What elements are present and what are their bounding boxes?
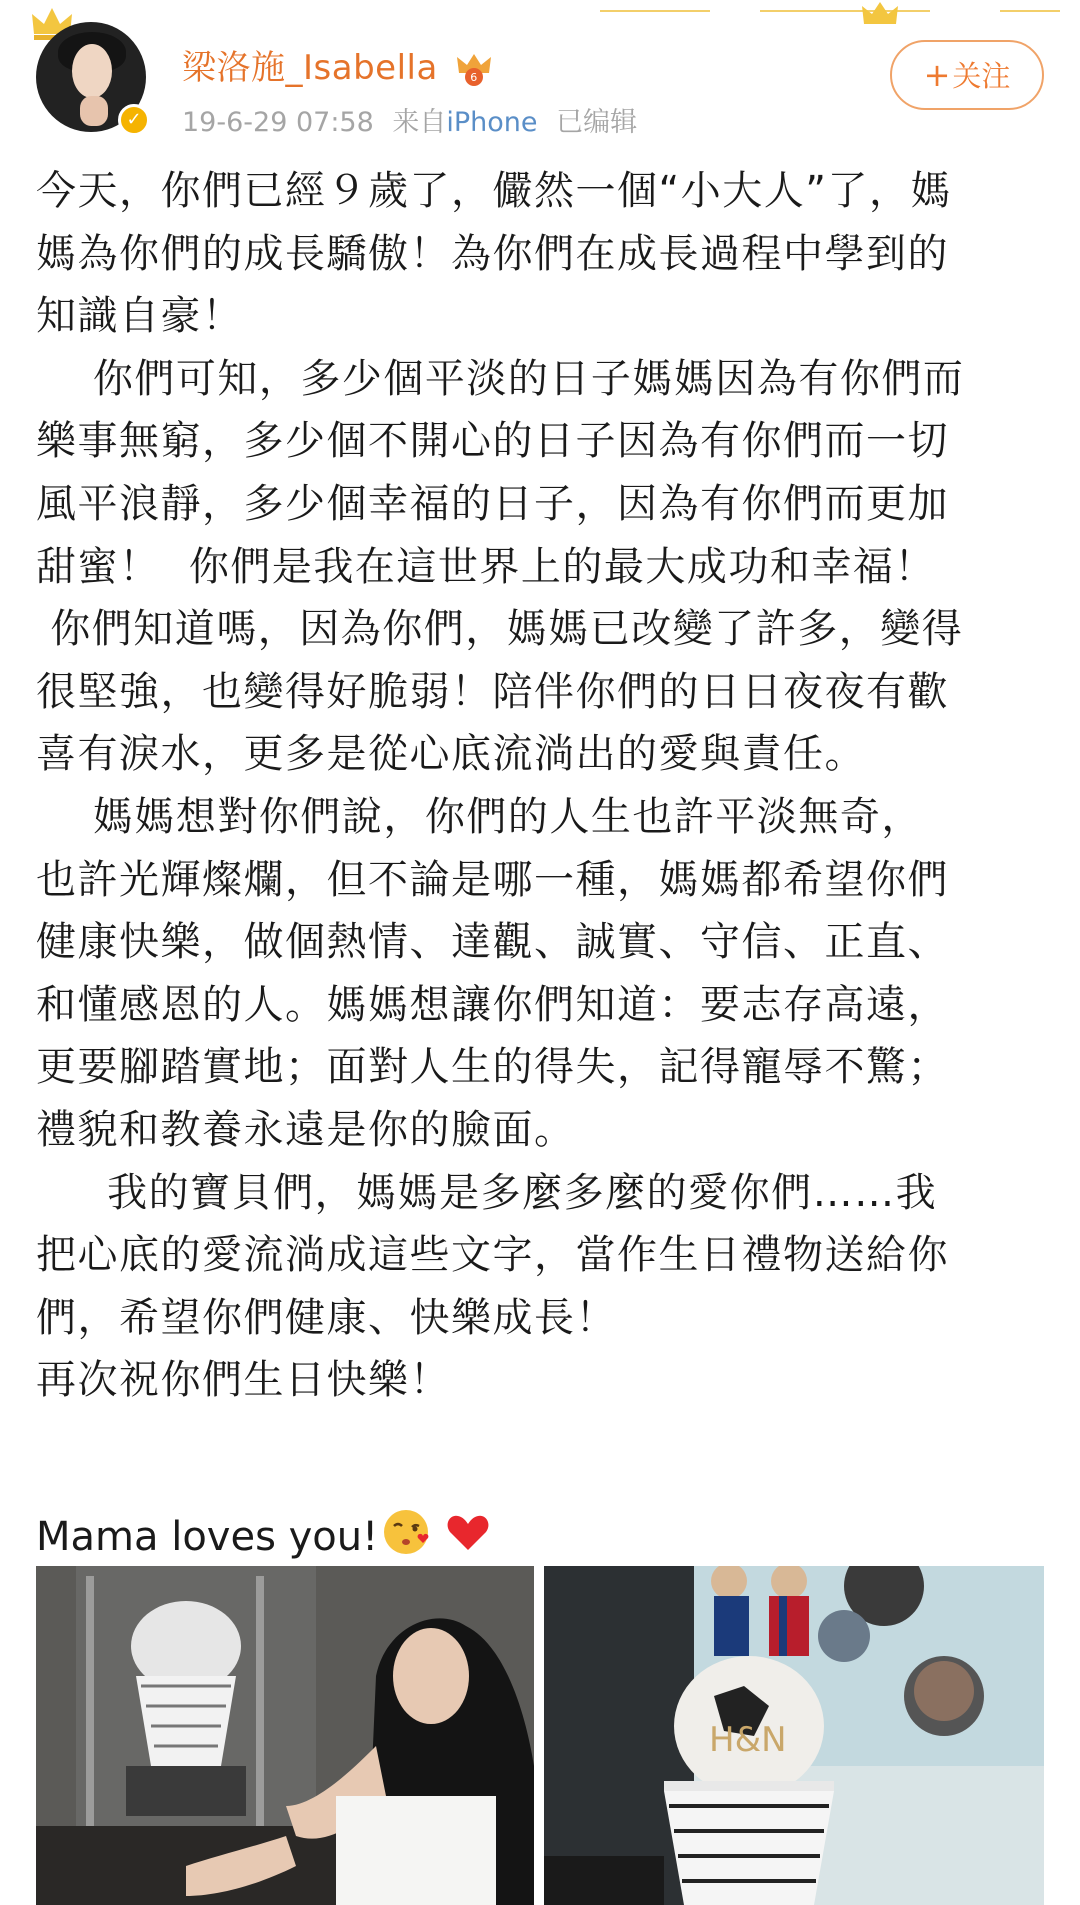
post-paragraph: 媽媽想對你們說，你們的人生也許平淡無奇， 也許光輝燦爛，但不論是哪一種，媽媽都希望你們 健康快樂，做個熱情、達觀、誠實、守信、正直、 和懂感恩的人。媽媽想讓你們知道：要志存高遠， 更要腳踏實地；面對人生的得失，記得寵辱不驚； 禮貌和教養永遠是你的臉面。: [36, 793, 949, 1153]
plus-icon: +: [923, 56, 951, 94]
photo-thumbnail[interactable]: [544, 1566, 1044, 1905]
follow-label: 关注: [952, 59, 1011, 93]
edited-label[interactable]: 已编辑: [556, 107, 638, 138]
kissing-face-emoji: [382, 1508, 430, 1556]
username[interactable]: 梁洛施_Isabella 6: [182, 40, 493, 89]
closing-text: Mama loves you!: [36, 1513, 379, 1560]
photo-grid: [36, 1566, 1044, 1905]
svg-text:H&N: H&N: [709, 1720, 787, 1760]
vip-crown-badge-icon: [455, 53, 493, 87]
post-closing-line: [36, 1506, 1046, 1569]
post-meta: [182, 100, 637, 139]
post-paragraph: 我的寶貝們，媽媽是多麼多麼的愛你們……我 把心底的愛流淌成這些文字，當作生日禮物送給你 們，希望你們健康、快樂成長！ 再次祝你們生日快樂！: [36, 1169, 949, 1404]
post-paragraph: 今天，你們已經９歲了，儼然一個“小大人”了，媽 媽為你們的成長驕傲！為你們在成長過程中學到的 知識自豪！: [36, 168, 952, 340]
source-prefix: 来自: [392, 107, 447, 138]
post-paragraph: 你們知道嗎，因為你們，媽媽已改變了許多，變得 很堅強，也變得好脆弱！陪伴你們的日日夜夜有歡 喜有淚水，更多是從心底流淌出的愛與責任。: [36, 606, 964, 778]
post-paragraph: 你們可知，多少個平淡的日子媽媽因為有你們而 樂事無窮，多少個不開心的日子因為有你們而一切 風平浪靜，多少個幸福的日子，因為有你們而更加 甜蜜！ 你們是我在這世界上的最大成功和幸福！: [36, 355, 965, 590]
post-timestamp: 19-6-29 07:58: [182, 107, 374, 138]
crown-icon: [860, 0, 900, 28]
svg-text:6: 6: [470, 70, 478, 84]
photo-thumbnail[interactable]: [36, 1566, 534, 1905]
red-heart-emoji: [444, 1508, 492, 1556]
source-link[interactable]: iPhone: [446, 107, 538, 138]
follow-button[interactable]: [890, 40, 1044, 110]
post-body: [36, 160, 1046, 1568]
verified-badge-icon: ✓: [118, 104, 150, 136]
header-decoration: [560, 0, 1080, 30]
